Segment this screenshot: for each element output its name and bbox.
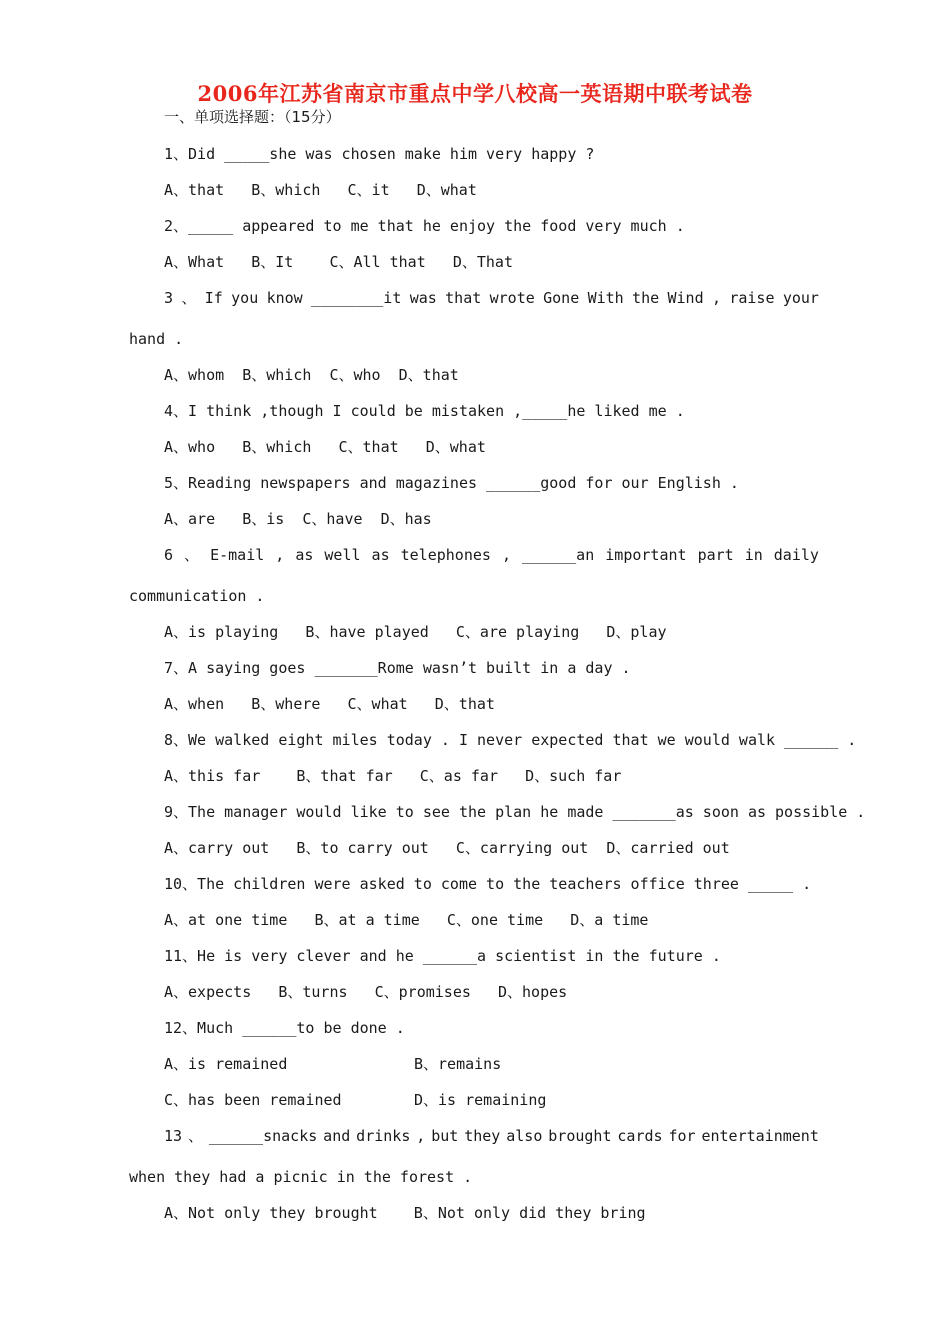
word: 13 xyxy=(164,1127,183,1145)
word: , xyxy=(711,289,721,307)
question-12-option-a: A、is remained xyxy=(164,1055,288,1073)
word: and xyxy=(323,1127,351,1145)
word: 3 xyxy=(164,289,174,307)
question-12: 12、Much ______to be done . xyxy=(164,1019,405,1037)
section-heading: 一、单项选择题：（15分） xyxy=(164,108,341,126)
word: ______an xyxy=(522,546,595,564)
word: With xyxy=(587,289,624,307)
question-9: 9、The manager would like to see the plan he made _______as soon as possible . xyxy=(164,803,866,821)
question-11-options: A、expects B、turns C、promises D、hopes xyxy=(164,983,568,1001)
word: also xyxy=(506,1127,543,1145)
exam-title: 2006年江苏省南京市重点中学八校高一英语期中联考试卷 xyxy=(197,81,753,106)
word: for xyxy=(668,1127,696,1145)
question-13-options: A、Not only they brought B、Not only did they bring xyxy=(164,1204,646,1222)
question-6-continued: communication . xyxy=(129,587,265,605)
word: as xyxy=(371,546,390,564)
question-4-options: A、who B、which C、that D、what xyxy=(164,438,486,456)
question-12-option-b: B、remains xyxy=(414,1055,502,1073)
question-5: 5、Reading newspapers and magazines ______good for our English . xyxy=(164,474,739,492)
word: know xyxy=(266,289,303,307)
question-6-options: A、is playing B、have played C、are playing D、play xyxy=(164,623,667,641)
question-7: 7、A saying goes _______Rome wasn’t built in a day . xyxy=(164,659,631,677)
word: was xyxy=(409,289,437,307)
question-9-options: A、carry out B、to carry out C、carrying out D、carried out xyxy=(164,839,730,857)
question-10: 10、The children were asked to come to the teachers office three _____ . xyxy=(164,875,812,893)
word: raise xyxy=(729,289,775,307)
word: , xyxy=(501,546,511,564)
question-3-options: A、whom B、which C、who D、that xyxy=(164,366,459,384)
question-11: 11、He is very clever and he ______a scientist in the future . xyxy=(164,947,721,965)
word: 、 xyxy=(184,546,200,564)
word: entertainment xyxy=(701,1127,819,1145)
question-7-options: A、when B、where C、what D、that xyxy=(164,695,495,713)
word: you xyxy=(231,289,259,307)
question-2-options: A、What B、It C、All that D、That xyxy=(164,253,513,271)
word: , xyxy=(275,546,285,564)
question-1: 1、Did _____she was chosen make him very happy ? xyxy=(164,145,595,163)
word: that xyxy=(445,289,482,307)
word: If xyxy=(204,289,223,307)
word: 6 xyxy=(164,546,174,564)
word: brought xyxy=(548,1127,612,1145)
word: wrote xyxy=(489,289,535,307)
word: but xyxy=(431,1127,459,1145)
question-2: 2、_____ appeared to me that he enjoy the food very much . xyxy=(164,217,685,235)
word: in xyxy=(744,546,763,564)
question-12-option-d: D、is remaining xyxy=(414,1091,547,1109)
question-4: 4、I think ,though I could be mistaken ,_____he liked me . xyxy=(164,402,685,420)
word: well xyxy=(324,546,361,564)
word: E-mail xyxy=(210,546,265,564)
question-10-options: A、at one time B、at a time C、one time D、a time xyxy=(164,911,649,929)
word: the xyxy=(632,289,660,307)
word: , xyxy=(416,1127,426,1145)
word: 、 xyxy=(181,289,197,307)
question-3-continued: hand . xyxy=(129,330,184,348)
word: 、 xyxy=(187,1127,203,1145)
word: as xyxy=(295,546,314,564)
word: they xyxy=(464,1127,501,1145)
word: important xyxy=(605,546,687,564)
word: part xyxy=(697,546,734,564)
question-1-options: A、that B、which C、it D、what xyxy=(164,181,477,199)
question-13-continued: when they had a picnic in the forest . xyxy=(129,1168,473,1186)
word: cards xyxy=(617,1127,663,1145)
word: ______snacks xyxy=(208,1127,318,1145)
word: telephones xyxy=(400,546,491,564)
question-13 xyxy=(164,1126,819,1146)
question-5-options: A、are B、is C、have D、has xyxy=(164,510,432,528)
question-8: 8、We walked eight miles today . I never expected that we would walk ______ . xyxy=(164,731,857,749)
word: daily xyxy=(773,546,819,564)
question-6 xyxy=(164,545,819,565)
word: Gone xyxy=(543,289,580,307)
word: your xyxy=(782,289,819,307)
question-12-option-c: C、has been remained xyxy=(164,1091,342,1109)
question-8-options: A、this far B、that far C、as far D、such far xyxy=(164,767,622,785)
word: drinks xyxy=(356,1127,411,1145)
word: ________it xyxy=(311,289,402,307)
question-3 xyxy=(164,288,819,308)
word: Wind xyxy=(667,289,704,307)
